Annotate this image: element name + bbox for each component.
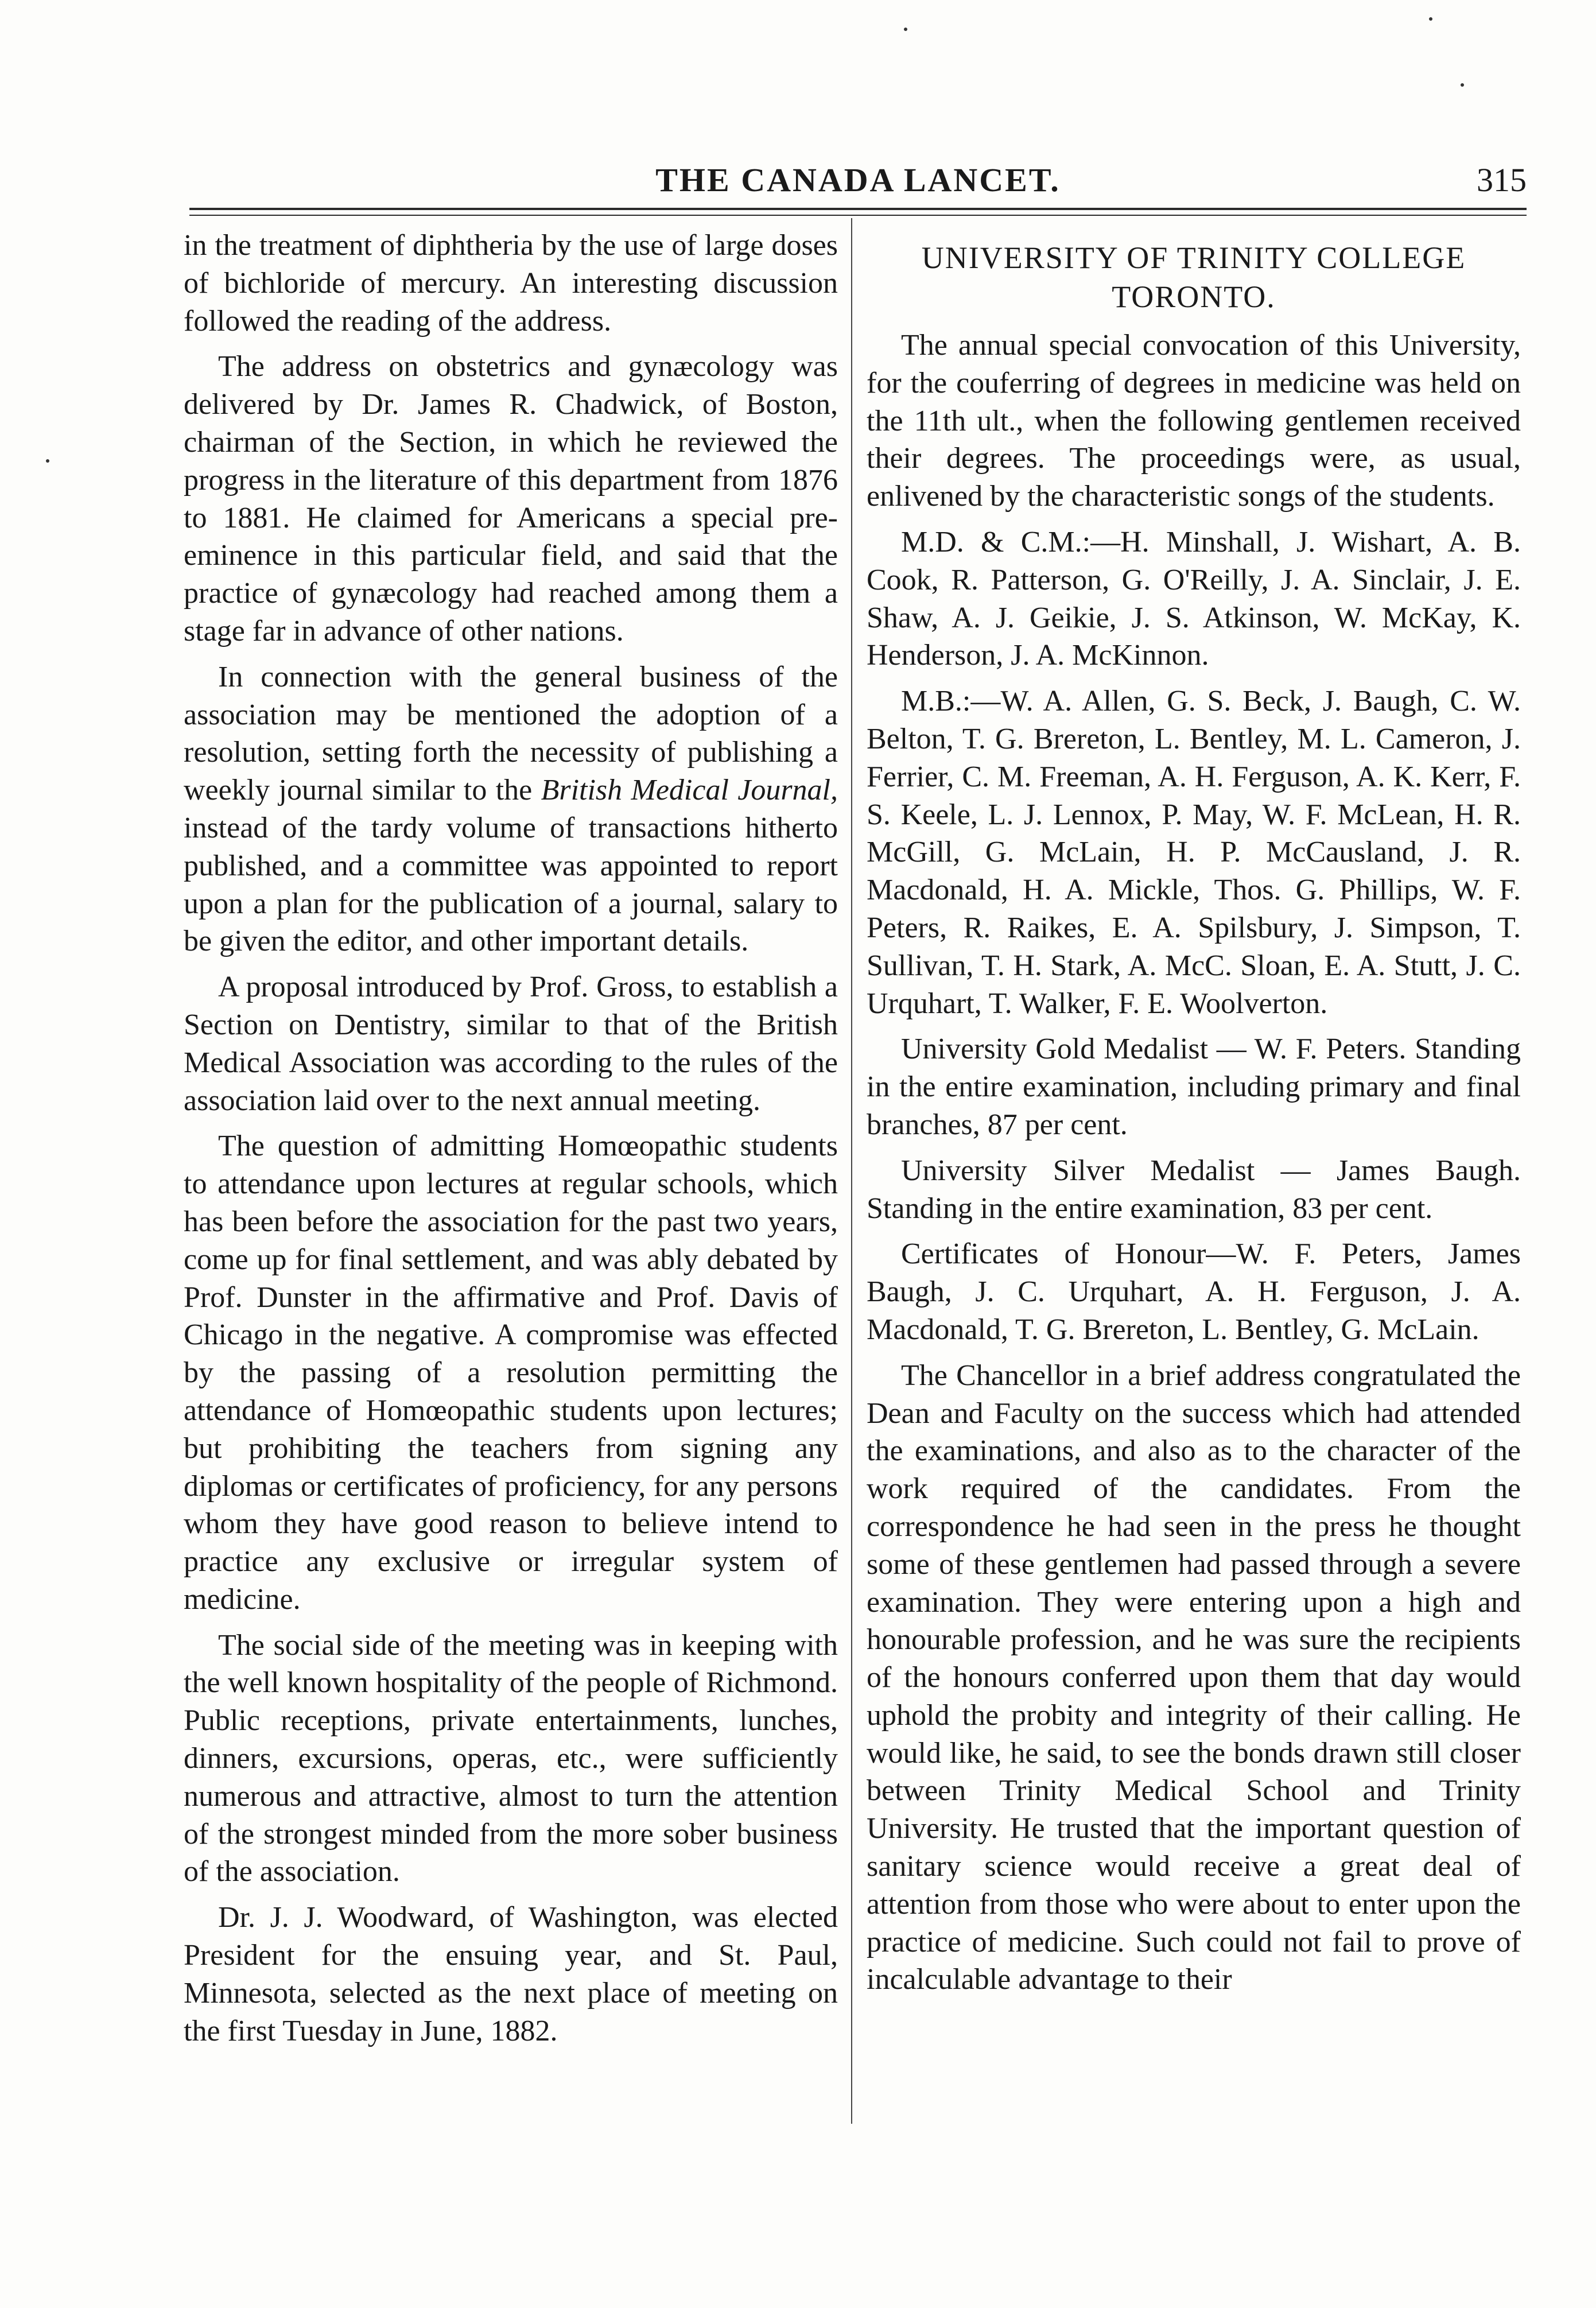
paragraph: in the treatment of diphtheria by the use of large doses of bichloride of mercury. An interesting discussion followed the reading of the address.: [184, 229, 838, 338]
paragraph: A proposal introduced by Prof. Gross, to establish a Section on Dentistry, similar to that of the British Medical Association was according to the rules of the association laid over to the next annual meeting.: [184, 971, 838, 1117]
paragraph: The social side of the meeting was in keeping with the well known hospitality of the people of Richmond. Public receptions, private entertainments, lunches, dinners, excursions, operas, etc., were sufficiently numerous and attractive, almost to turn the attention of the strongest minded from the more sober business of the association.: [184, 1628, 838, 1888]
paragraph-text: In connection with the general business of the association may be mentioned the adoption of a resolution, setting forth the necessity of publishing a weekly journal similar to the: [184, 660, 838, 807]
right-column: [867, 227, 1521, 2007]
paragraph: The address on obstetrics and gynæcology was delivered by Dr. James R. Chadwick, of Boston, chairman of the Section, in which he reviewed the progress in the literature of this department from 1876 to 1881. He claimed for Americans a special pre-eminence in this particular field, and said that the practice of gynæcology had reached among them a stage far in advance of other nations.: [184, 350, 838, 647]
print-speck: [46, 459, 49, 463]
silver-medalist: University Silver Medalist — James Baugh. Standing in the entire examination, 83 per cent.: [867, 1154, 1521, 1225]
header-rule-thin: [189, 215, 1527, 216]
paragraph-text: instead of the tardy volume of transactions hitherto published, and a committee was appointed to report upon a plan for the publication of a journal, salary to be given the editor, and other important details.: [184, 811, 838, 958]
section-heading: [867, 238, 1521, 316]
paragraph: The annual special convocation of this University, for the couferring of degrees in medicine was held on the 11th ult., when the following gentlemen received their degrees. The proceedings were, as usual, enlivened by the characteristic songs of the students.: [867, 329, 1521, 513]
degree-list-md-cm: M.D. & C.M.:—H. Minshall, J. Wishart, A. B. Cook, R. Patterson, G. O'Reilly, J. A. Sinclair, J. E. Shaw, A. J. Geikie, J. S. Atkinson, W. McKay, K. Henderson, J. A. McKinnon.: [867, 525, 1521, 672]
journal-name: British Medical Journal,: [541, 774, 838, 807]
paragraph: The question of admitting Homœopathic students to attendance upon lectures at regular schools, which has been before the association for the past two years, come up for final settlement, and was ably debated by Prof. Dunster in the affirmative and Prof. Davis of Chicago in the negative. A compromise was effected by the passing of a resolution permitting the attendance of Homœopathic students upon lectures; but prohibiting the teachers from signing any diplomas or certificates of proficiency, for any persons whom they have good reason to believe intend to practice any exclusive or irregular system of medicine.: [184, 1130, 838, 1616]
degree-list-mb: M.B.:—W. A. Allen, G. S. Beck, J. Baugh, C. W. Belton, T. G. Brereton, L. Bentley, M. L. Cameron, J. Ferrier, C. M. Freeman, A. H. Ferguson, A. K. Kerr, F. S. Keele, L. J. Lennox, P. May, W. F. McLean, H. R. McGill, G. McLain, H. P. McCausland, J. R. Macdonald, H. A. Mickle, Thos. G. Phillips, W. F. Peters, R. Raikes, E. A. Spilsbury, J. Simpson, T. Sullivan, T. H. Stark, A. McC. Sloan, E. A. Stutt, J. C. Urquhart, T. Walker, F. E. Woolverton.: [867, 685, 1521, 1020]
journal-title: THE CANADA LANCET.: [655, 161, 1061, 199]
heading-line: TORONTO.: [1112, 280, 1276, 314]
left-column: [184, 227, 838, 2058]
page-number: 315: [1477, 161, 1527, 199]
paragraph: Dr. J. J. Woodward, of Washington, was elected President for the ensuing year, and St. Paul, Minnesota, selected as the next place of meeting on the first Tuesday in June, 1882.: [184, 1901, 838, 2047]
heading-line: UNIVERSITY OF TRINITY COLLEGE: [921, 241, 1466, 275]
print-speck: [1461, 83, 1464, 87]
certificates-of-honour: Certificates of Honour—W. F. Peters, James Baugh, J. C. Urquhart, A. H. Ferguson, J. A. Macdonald, T. G. Brereton, L. Bentley, G. McLain.: [867, 1238, 1521, 1346]
header-rule: [189, 208, 1527, 210]
print-speck: [1429, 17, 1432, 21]
column-divider: [851, 218, 852, 2124]
paragraph-journal-resolution: [184, 658, 838, 960]
running-header: [189, 161, 1527, 207]
print-speck: [904, 28, 907, 31]
gold-medalist: University Gold Medalist — W. F. Peters. Standing in the entire examination, including primary and final branches, 87 per cent.: [867, 1033, 1521, 1141]
paragraph: The Chancellor in a brief address congratulated the Dean and Faculty on the success which had attended the examinations, and also as to the character of the work required of the candidates. From the correspondence he had seen in the press he thought some of these gentlemen had passed through a severe examination. They were entering upon a high and honourable profession, and he was sure the recipients of the honours conferred upon them that day would uphold the probity and integrity of their calling. He would like, he said, to see the bonds drawn still closer between Trinity Medical School and Trinity University. He trusted that the important question of sanitary science would receive a great deal of attention from those who were about to enter upon the practice of medicine. Such could not fail to prove of incalculable advantage to their: [867, 1359, 1521, 1996]
